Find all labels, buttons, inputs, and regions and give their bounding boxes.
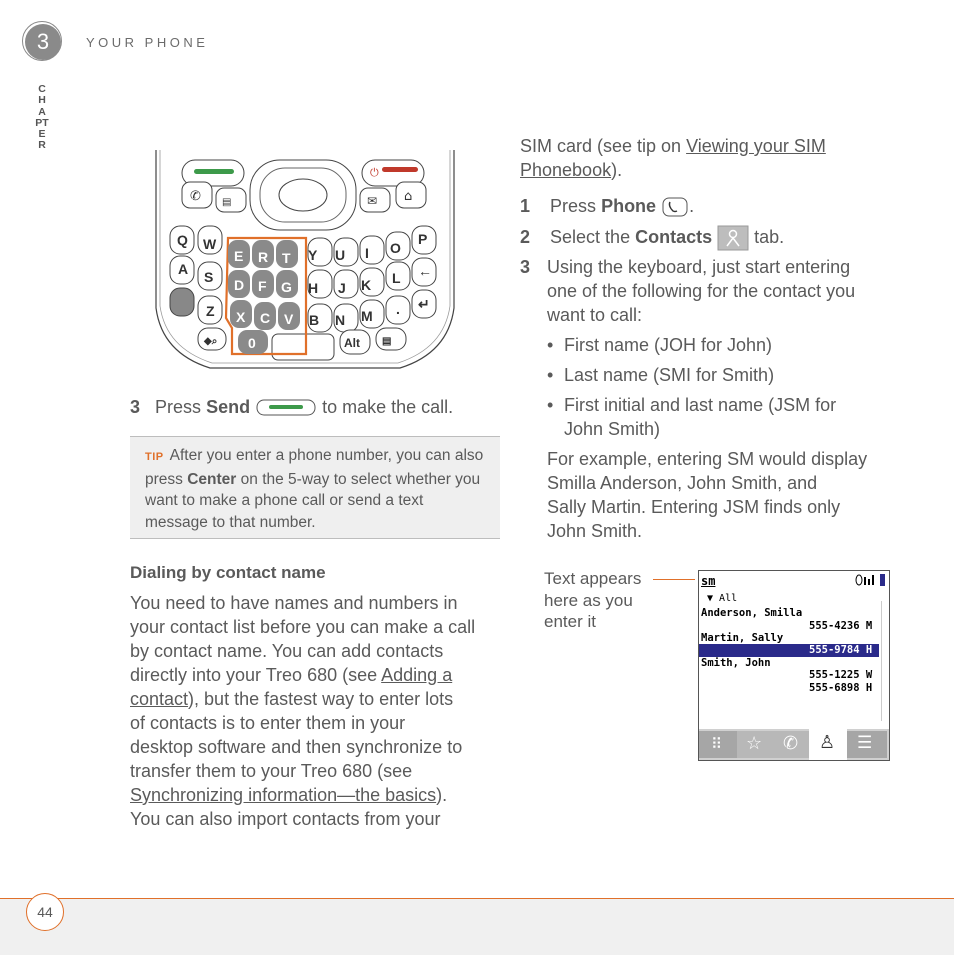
svg-text:M: M: [361, 308, 373, 324]
svg-text:0: 0: [248, 335, 256, 351]
step-text: Press: [155, 397, 202, 417]
step-2: 2 Select the Contacts tab.: [520, 225, 784, 251]
call-log-tab-icon[interactable]: ✆: [783, 733, 799, 753]
svg-text:T: T: [282, 250, 291, 266]
contacts-tab-active-icon[interactable]: ♙: [819, 732, 836, 752]
center-label: Center: [187, 470, 237, 488]
bullet-item: • First initial and last name (JSM for John Smith): [547, 395, 837, 439]
send-label: Send: [206, 397, 251, 417]
link-synchronizing[interactable]: Synchronizing information—the basics: [130, 785, 437, 805]
svg-text:L: L: [392, 270, 401, 286]
callout-text: Text appears here as you enter it: [544, 569, 642, 631]
svg-text:B: B: [309, 312, 320, 328]
bullet-item: • First name (JOH for John): [547, 335, 773, 355]
page-number: 44: [26, 893, 64, 931]
svg-text:Q: Q: [177, 232, 188, 248]
svg-text:P: P: [418, 231, 428, 247]
svg-text:F: F: [258, 278, 267, 294]
svg-text:Alt: Alt: [344, 336, 360, 350]
bullet-list: [547, 333, 836, 441]
callout-line: [653, 579, 695, 580]
contact-number[interactable]: 555-6898 H: [809, 682, 873, 694]
step-1: 1 Press Phone .: [520, 194, 694, 218]
right-intro: SIM card (see tip on Viewing your SIM Phonebook).: [520, 136, 826, 180]
svg-text:X: X: [236, 309, 246, 325]
dial-pad-tab-icon[interactable]: ⠿: [711, 736, 722, 753]
svg-text:Y: Y: [308, 247, 318, 263]
svg-text:U: U: [335, 247, 346, 263]
tip-text: TIP After you enter a phone number, you can also press Center on the 5-way to select whether you want to make a phone call or send a text message to that number.: [145, 447, 484, 531]
contact-name[interactable]: Martin, Sally: [701, 632, 784, 644]
bullet-item: • Last name (SMI for Smith): [547, 365, 775, 385]
svg-text:✉: ✉: [367, 194, 378, 208]
send-button-icon: [255, 398, 317, 418]
svg-text:↵: ↵: [418, 296, 430, 312]
category-dropdown[interactable]: ▼ All: [707, 593, 738, 604]
svg-text:G: G: [281, 279, 292, 295]
svg-text:✆: ✆: [190, 189, 201, 204]
svg-text:⏻: ⏻: [370, 166, 379, 179]
status-icons: [855, 573, 887, 587]
svg-text:V: V: [284, 311, 294, 327]
tab-bar: [699, 729, 889, 760]
chapter-number: 3: [25, 24, 61, 60]
contact-number[interactable]: 555-4236 M: [809, 620, 873, 632]
link-phonebook[interactable]: Phonebook: [520, 160, 612, 180]
svg-text:H: H: [308, 280, 319, 296]
svg-text:.: .: [396, 301, 400, 317]
svg-text:▤: ▤: [222, 197, 232, 208]
chapter-label: CHAPTER: [35, 83, 49, 152]
search-text: sm: [701, 574, 716, 588]
step-3-send: [130, 395, 453, 419]
svg-text:E: E: [234, 248, 244, 264]
contact-number[interactable]: 555-1225 W: [809, 669, 873, 681]
svg-text:A: A: [178, 261, 189, 277]
link-adding-contact[interactable]: Adding a: [381, 665, 453, 685]
contact-number-selected[interactable]: 555-9784 H: [809, 644, 873, 656]
step-text-post: to make the call.: [322, 397, 454, 417]
left-paragraph: You need to have names and numbers in your contact list before you can make a call by contact name. You can add contacts directly into your Treo 680 (see Adding a contact), but the fastest way to enter lots of contacts is to enter them in your desktop software and then synchronize to transfer them to your Treo 680 (see Synchronizing information—the basics). You can also import contacts from your: [130, 593, 476, 829]
step-number: 3: [130, 397, 141, 417]
link-viewing-sim[interactable]: Viewing your SIM: [686, 136, 826, 156]
contacts-tab-icon: [717, 225, 749, 251]
section-heading: Dialing by contact name: [130, 563, 326, 582]
keyboard-illustration: [150, 148, 460, 376]
svg-text:D: D: [234, 277, 245, 293]
contact-name[interactable]: Smith, John: [701, 657, 771, 669]
running-head: YOUR PHONE: [86, 35, 209, 50]
svg-text:I: I: [365, 245, 369, 261]
svg-text:▤: ▤: [382, 336, 392, 347]
scrollbar[interactable]: [881, 601, 886, 721]
svg-text:K: K: [361, 277, 372, 293]
example-paragraph: For example, entering SM would display Smilla Anderson, John Smith, and Sally Martin. Entering JSM finds only John Smith.: [547, 449, 868, 541]
svg-text:◆⌕: ◆⌕: [204, 336, 218, 347]
svg-text:⌂: ⌂: [404, 189, 413, 204]
sms-tab-icon[interactable]: ☰: [857, 733, 873, 752]
svg-text:C: C: [260, 310, 271, 326]
phone-button-icon: [661, 196, 689, 218]
tip-box: [130, 436, 500, 539]
svg-text:S: S: [204, 269, 214, 285]
svg-text:W: W: [203, 236, 217, 252]
svg-text:Z: Z: [206, 303, 215, 319]
tip-label: TIP: [145, 451, 164, 463]
svg-text:R: R: [258, 249, 269, 265]
step-3-right: 3 Using the keyboard, just start entering one of the following for the contact you want to call:: [520, 257, 856, 325]
svg-text:←: ←: [418, 263, 432, 279]
favorites-tab-icon[interactable]: ☆: [746, 733, 763, 753]
svg-text:J: J: [338, 280, 346, 296]
svg-text:N: N: [335, 312, 346, 328]
footer-band: [0, 898, 954, 955]
link-adding-contact-cont[interactable]: contact: [130, 689, 189, 709]
svg-text:O: O: [390, 240, 401, 256]
contacts-screen: [698, 570, 890, 761]
contact-name[interactable]: Anderson, Smilla: [701, 607, 803, 619]
